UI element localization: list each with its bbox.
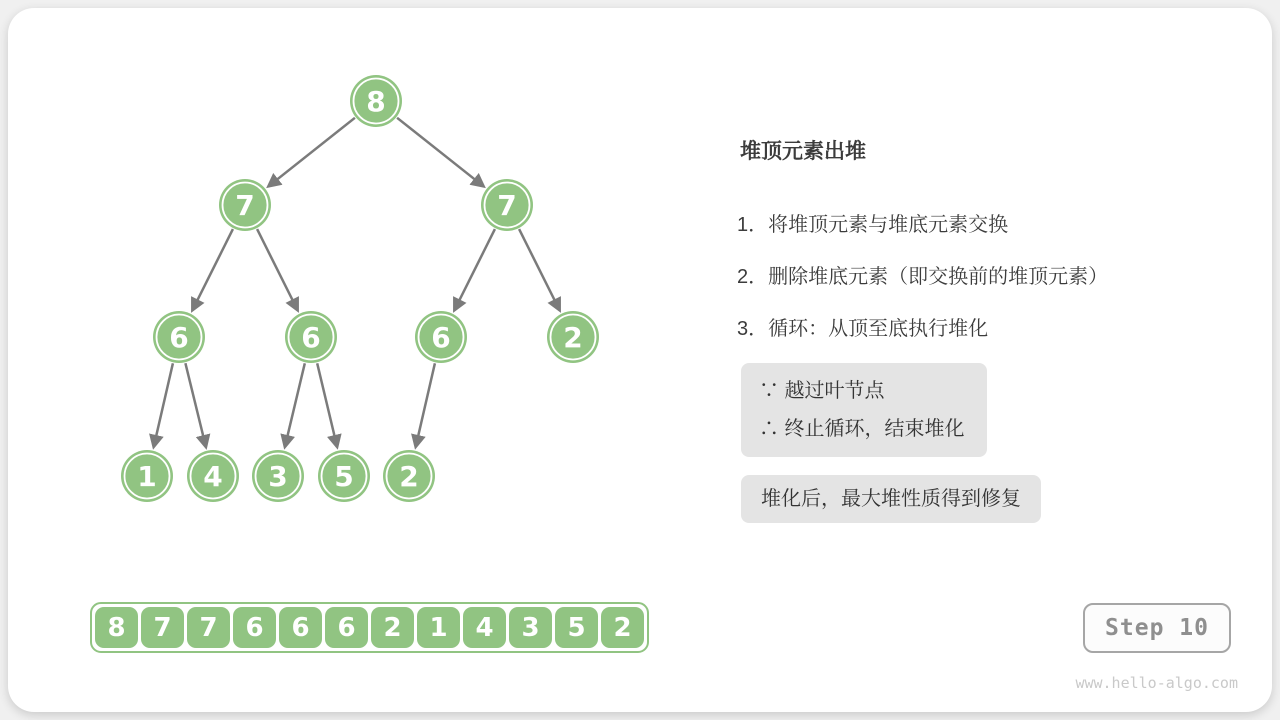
array-cell-value: 5	[567, 612, 586, 643]
array-cell-value: 7	[153, 612, 172, 643]
tree-node	[350, 75, 402, 127]
array-cell	[95, 607, 138, 648]
array-cell-value: 2	[613, 612, 632, 643]
note-line: ∴ 终止循环，结束堆化	[759, 418, 965, 440]
tree-node	[285, 311, 337, 363]
watermark: www.hello-algo.com	[1075, 674, 1238, 692]
array-cell	[555, 607, 598, 648]
tree-node	[187, 450, 239, 502]
step-list-item: 3．循环：从顶至底执行堆化	[737, 318, 989, 340]
tree-node-value: 7	[497, 189, 517, 222]
array-cell-value: 6	[245, 612, 264, 643]
heap-array	[90, 602, 649, 653]
tree-edge	[317, 363, 337, 447]
tree-node-value: 5	[334, 460, 354, 493]
tree-nodes	[121, 75, 599, 502]
array-cell	[601, 607, 644, 648]
tree-node-value: 6	[431, 321, 451, 354]
array-cell	[233, 607, 276, 648]
array-cell	[279, 607, 322, 648]
array-cell	[463, 607, 506, 648]
heap-tree-svg	[8, 8, 648, 548]
tree-node-value: 7	[235, 189, 255, 222]
step-badge: Step 10	[1083, 603, 1231, 653]
note-line: ∵ 越过叶节点	[759, 380, 885, 402]
steps-list	[737, 212, 1257, 368]
tree-edge	[154, 363, 173, 447]
tree-edge	[397, 118, 483, 187]
array-cell	[141, 607, 184, 648]
tree-edge	[454, 229, 495, 310]
tree-node	[219, 179, 271, 231]
tree-edge	[285, 363, 305, 447]
tree-node-value: 2	[563, 321, 583, 354]
tree-node	[153, 311, 205, 363]
tree-node	[318, 450, 370, 502]
tree-node-value: 6	[169, 321, 189, 354]
tree-edges	[154, 118, 560, 447]
tree-node	[415, 311, 467, 363]
array-cell-value: 4	[475, 612, 494, 643]
tree-node	[383, 450, 435, 502]
tree-node-value: 3	[268, 460, 288, 493]
tree-node	[481, 179, 533, 231]
tree-node-value: 4	[203, 460, 223, 493]
tree-edge	[519, 229, 560, 310]
tree-node-value: 1	[137, 460, 157, 493]
step-list-item: 2．删除堆底元素（即交换前的堆顶元素）	[737, 266, 1109, 288]
tree-node-value: 6	[301, 321, 321, 354]
tree-edge	[257, 229, 298, 310]
panel-title: 堆顶元素出堆	[740, 140, 866, 163]
tree-edge	[185, 363, 206, 447]
canvas-card	[8, 8, 1272, 712]
tree-node	[547, 311, 599, 363]
result-box: 堆化后，最大堆性质得到修复	[741, 475, 1041, 523]
step-list-item: 1．将堆顶元素与堆底元素交换	[737, 214, 1009, 236]
array-cell	[187, 607, 230, 648]
tree-edge	[192, 229, 233, 310]
tree-node	[121, 450, 173, 502]
array-cell	[371, 607, 414, 648]
array-cell-value: 2	[383, 612, 402, 643]
tree-node	[252, 450, 304, 502]
tree-node-value: 8	[366, 85, 386, 118]
array-cell-value: 3	[521, 612, 540, 643]
tree-edge	[269, 118, 355, 187]
note-box	[741, 363, 987, 457]
array-cell	[325, 607, 368, 648]
array-cell	[417, 607, 460, 648]
array-cell-value: 6	[291, 612, 310, 643]
array-cell	[509, 607, 552, 648]
tree-node-value: 2	[399, 460, 419, 493]
array-cell-value: 1	[429, 612, 448, 643]
array-cell-value: 7	[199, 612, 218, 643]
tree-edge	[416, 363, 435, 447]
array-cell-value: 8	[107, 612, 126, 643]
array-cell-value: 6	[337, 612, 356, 643]
